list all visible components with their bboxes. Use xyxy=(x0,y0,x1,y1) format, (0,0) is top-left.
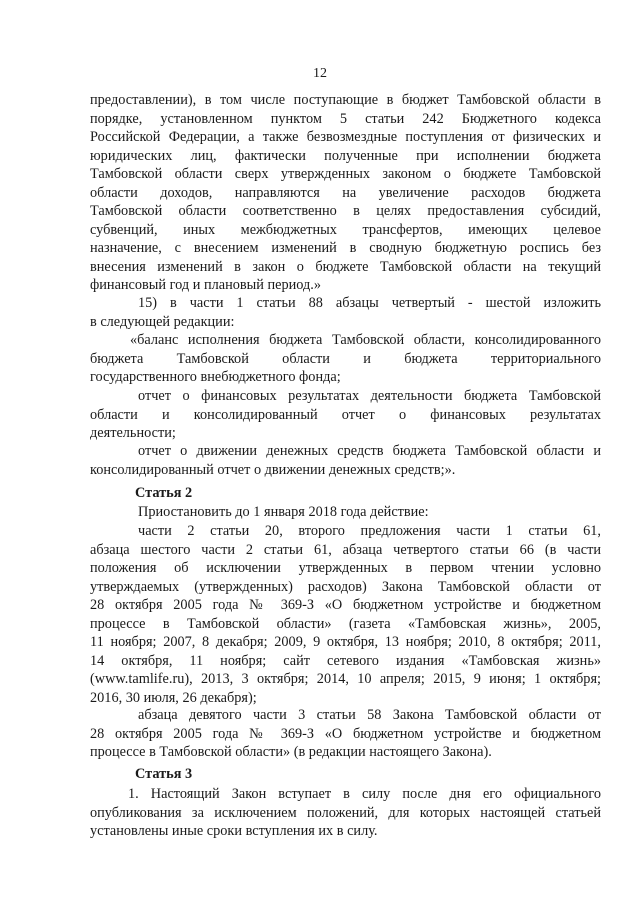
text-line: абзаца девятого части 3 статьи 58 Закона Тамбовской области от xyxy=(138,707,601,723)
article-2-paragraph-1 xyxy=(90,522,601,707)
text-line: «баланс исполнения бюджета Тамбовской области, консолидированного xyxy=(130,332,601,348)
text-line: в следующей редакции: xyxy=(90,313,235,330)
text-line: абзаца шестого части 2 статьи 61, абзаца четвертого статьи 66 (в части xyxy=(90,541,601,558)
text-line: Тамбовской области сверх утвержденных законом о бюджете Тамбовской xyxy=(90,166,601,182)
text-line: области и консолидированный отчет о финансовых результатах xyxy=(90,406,601,423)
text-line: процессе в Тамбовской области» (в редакции настоящего Закона). xyxy=(90,744,492,760)
quote-results-paragraph xyxy=(90,387,601,443)
text-line: назначение, с внесением изменений в сводную бюджетную роспись без xyxy=(90,240,601,256)
text-line: предоставлении), в том числе поступающие в бюджет Тамбовской области в xyxy=(90,92,601,108)
continuation-paragraph xyxy=(90,91,601,295)
text-line: Тамбовской области соответственно в целях предоставления субсидий, xyxy=(90,203,601,219)
text-line: 15) в части 1 статьи 88 абзацы четвертый - шестой изложить xyxy=(138,295,601,311)
text-line: внесения изменений в закон о бюджете Тамбовской области на текущий xyxy=(90,258,601,275)
text-line: 11 ноября; 2007, 8 декабря; 2009, 9 октября, 13 ноября; 2010, 8 октября; 2011, xyxy=(90,634,601,650)
item-15-paragraph xyxy=(90,294,601,331)
text-line: отчет о финансовых результатах деятельности бюджета Тамбовской xyxy=(138,388,601,404)
page-number: 12 xyxy=(313,66,327,81)
quote-balance-paragraph xyxy=(90,331,601,387)
article-2-paragraph-2 xyxy=(90,706,601,762)
text-line: государственного внебюджетного фонда; xyxy=(90,369,341,385)
text-line: 2016, 30 июля, 26 декабря); xyxy=(90,689,257,706)
article-3-paragraph-1 xyxy=(90,785,601,841)
text-line: деятельности; xyxy=(90,425,176,441)
text-line: Приостановить до 1 января 2018 года действие: xyxy=(138,504,429,520)
text-line: процессе в Тамбовской области» (газета «Тамбовская жизнь», 2005, xyxy=(90,615,601,632)
article-2-heading: Статья 2 xyxy=(135,485,193,501)
text-line: отчет о движении денежных средств бюджета Тамбовской области и xyxy=(138,443,601,459)
text-line: области доходов, направляются на увеличение расходов бюджета xyxy=(90,184,601,201)
text-line: Российской Федерации, а также безвозмездные поступления от физических и xyxy=(90,129,601,145)
text-line: части 2 статьи 20, второго предложения части 1 статьи 61, xyxy=(138,523,601,539)
quote-cashflow-paragraph xyxy=(90,442,601,479)
text-line: установлены иные сроки вступления их в силу. xyxy=(90,823,378,839)
text-line: (www.tamlife.ru), 2013, 3 октября; 2014, 10 апреля; 2015, 9 июня; 1 октября; xyxy=(90,671,601,687)
text-line: опубликования за исключением положений, для которых настоящей статьей xyxy=(90,804,601,821)
text-line: утверждаемых (утвержденных) расходов) Закона Тамбовской области от xyxy=(90,578,601,595)
text-line: порядке, установленном пунктом 5 статьи 242 Бюджетного кодекса xyxy=(90,110,601,127)
text-line: консолидированный отчет о движении денежных средств;». xyxy=(90,461,456,478)
text-line: финансовый год и плановый период.» xyxy=(90,277,321,293)
text-line: бюджета Тамбовской области и бюджета территориального xyxy=(90,350,601,367)
text-line: положения об исключении утвержденных в первом чтении условно xyxy=(90,560,601,576)
article-2-intro xyxy=(90,503,601,522)
text-line: 1. Настоящий Закон вступает в силу после дня его официального xyxy=(128,786,601,802)
text-line: субвенций, иных межбюджетных трансфертов, имеющих целевое xyxy=(90,221,601,238)
article-3-heading: Статья 3 xyxy=(135,766,193,782)
text-line: 28 октября 2005 года № 369-З «О бюджетном устройстве и бюджетном xyxy=(90,725,601,742)
text-line: 14 октября, 11 ноября; сайт сетевого издания «Тамбовская жизнь» xyxy=(90,652,601,669)
text-line: 28 октября 2005 года № 369-З «О бюджетном устройстве и бюджетном xyxy=(90,597,601,613)
text-line: юридических лиц, фактически полученные при исполнении бюджета xyxy=(90,147,601,164)
